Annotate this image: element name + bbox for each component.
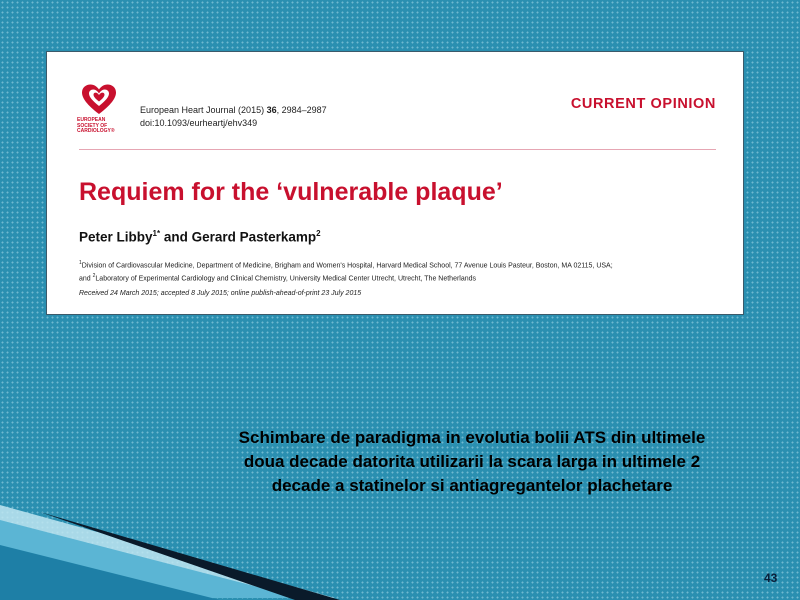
swoosh-light-band: [0, 505, 335, 598]
affiliation-2-sup: 2: [92, 273, 96, 280]
journal-pages: , 2984–2987: [276, 105, 327, 115]
swoosh-dark-stroke: [40, 512, 340, 600]
article-header-image: [46, 51, 744, 315]
affiliation-1-sup: 1: [79, 260, 82, 266]
esc-logo: [77, 84, 121, 135]
journal-citation-prefix: European Heart Journal (2015): [140, 105, 267, 115]
affiliation-2-text: Laboratory of Experimental Cardiology and Clinical Chemistry, University Medical Center Utrecht, Utrecht, The Netherlands: [95, 275, 477, 283]
esc-logo-text: [77, 118, 121, 135]
swoosh-mid-band: [0, 520, 300, 598]
slide-page-number: 43: [764, 571, 778, 585]
esc-logo-line: CARDIOLOGY®: [77, 128, 115, 135]
author-1-sup: 1*: [152, 229, 161, 238]
swoosh-blue-band: [0, 545, 220, 600]
article-category: CURRENT OPINION: [570, 96, 716, 112]
journal-volume: 36: [266, 105, 277, 115]
journal-doi: doi:10.1093/eurheartj/ehv349: [140, 118, 258, 128]
affiliation-2-prefix: and: [79, 275, 93, 283]
esc-heart-logo-icon: [81, 84, 117, 116]
slide-summary-text: Schimbare de paradigma in evolutia bolii ATS din ultimele doua decade datorita utilizarii la scara larga in ultimele 2 decade a statinelor si antiagregantelor plachetare: [238, 428, 706, 495]
esc-logo-line: EUROPEAN: [77, 117, 106, 123]
author-2-sup: 2: [316, 229, 321, 238]
affiliation-2: [79, 271, 613, 284]
header-divider: [79, 149, 716, 150]
journal-citation: [140, 104, 327, 117]
esc-logo-line: SOCIETY OF: [77, 122, 108, 129]
author-1: Peter Libby: [79, 229, 153, 245]
article-affiliations: [79, 258, 613, 285]
article-title: Requiem for the ‘vulnerable plaque’: [79, 178, 503, 206]
article-authors: [79, 229, 321, 245]
article-received-dates: Received 24 March 2015; accepted 8 July 2015; online publish-ahead-of-print 23 July 2015: [79, 290, 362, 297]
affiliation-1: [79, 258, 613, 271]
journal-info: [140, 104, 327, 130]
affiliation-1-text: Division of Cardiovascular Medicine, Department of Medicine, Brigham and Women's Hospital, Harvard Medical School, 77 Avenue Louis Pasteur, Boston, MA 02115, USA;: [81, 262, 613, 270]
author-2: and Gerard Pasterkamp: [160, 229, 317, 245]
